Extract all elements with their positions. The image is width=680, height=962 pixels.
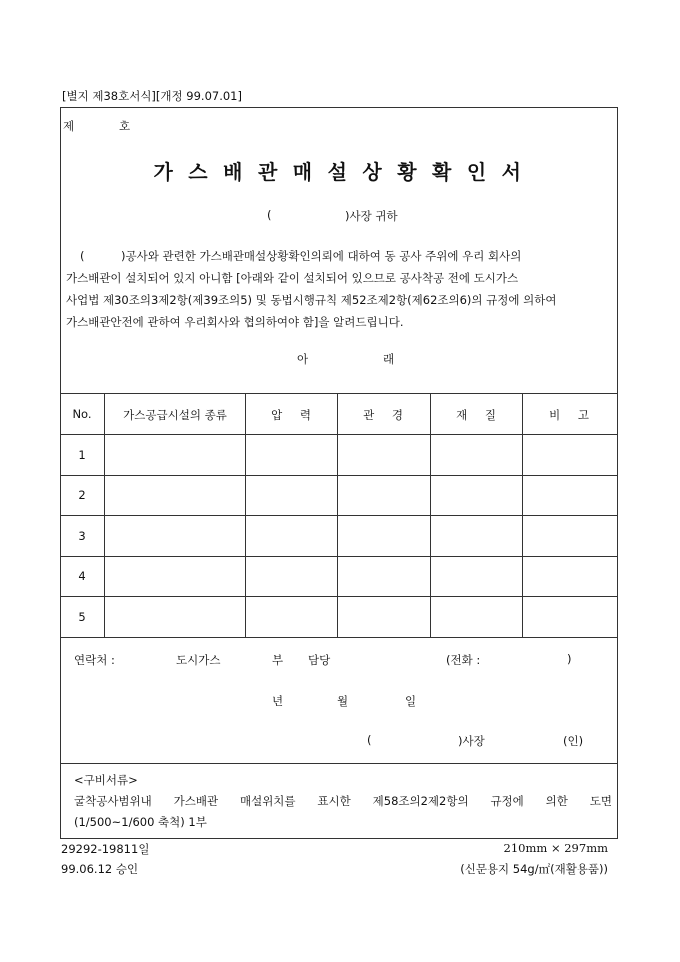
table-col-line xyxy=(104,393,105,637)
table-bottom-line xyxy=(60,637,618,638)
form-border xyxy=(60,107,618,839)
date-day: 일 xyxy=(405,694,417,708)
body-text xyxy=(66,245,612,333)
table-line xyxy=(60,434,618,435)
date-year: 년 xyxy=(272,694,284,708)
signature-label: )사장 xyxy=(458,734,485,748)
date-month: 월 xyxy=(337,694,349,708)
body-line: 가스배관안전에 관하여 우리회사와 협의하여야 함]을 알려드립니다. xyxy=(66,315,404,329)
contact-company: 도시가스 xyxy=(176,653,221,667)
contact-label: 연락처 : xyxy=(74,653,115,667)
header-material: 재 질 xyxy=(456,408,496,422)
documents-heading: <구비서류> xyxy=(74,773,138,787)
footer-paper: (신문용지 54g/㎡(재활용품)) xyxy=(460,862,608,876)
documents-word: 표시한 xyxy=(317,794,351,808)
below-rae: 래 xyxy=(383,352,395,366)
table-line xyxy=(60,475,618,476)
row-number: 2 xyxy=(78,488,86,502)
signature-seal: (인) xyxy=(563,734,584,748)
footer-code: 29292-19811일 xyxy=(61,842,150,856)
table-col-line xyxy=(337,393,338,637)
contact-phone-open: (전화 : xyxy=(446,653,481,667)
addressee-label: )사장 귀하 xyxy=(345,209,398,223)
table-col-line xyxy=(245,393,246,637)
table-line xyxy=(60,596,618,597)
footer-approval: 99.06.12 승인 xyxy=(61,862,139,876)
contact-dept: 부 xyxy=(272,653,284,667)
section-divider xyxy=(60,763,618,764)
number-je: 제 xyxy=(63,119,75,133)
row-number: 3 xyxy=(78,529,86,543)
form-id: [별지 제38호서식][개정 99.07.01] xyxy=(62,89,242,103)
documents-word: 의한 xyxy=(545,794,568,808)
page-title: 가스배관매설상황확인서 xyxy=(153,160,537,184)
table-top-line xyxy=(60,393,618,394)
documents-word: 굴착공사범위내 xyxy=(74,794,152,808)
documents-line1 xyxy=(74,793,612,809)
addressee-open: ( xyxy=(267,208,272,222)
table-col-line xyxy=(522,393,523,637)
header-remarks: 비 고 xyxy=(549,408,589,422)
row-number: 1 xyxy=(78,448,86,462)
row-number: 4 xyxy=(78,569,86,583)
number-ho: 호 xyxy=(119,119,131,133)
table-line xyxy=(60,556,618,557)
header-diameter: 관 경 xyxy=(363,408,403,422)
row-number: 5 xyxy=(78,610,86,624)
table-line xyxy=(60,515,618,516)
documents-word: 가스배관 xyxy=(173,794,219,808)
footer-size: 210mm × 297mm xyxy=(503,841,608,855)
below-a: 아 xyxy=(297,352,309,366)
documents-line2: (1/500~1/600 축척) 1부 xyxy=(74,815,207,829)
documents-word: 제58조의2제2항의 xyxy=(372,794,469,808)
table-col-line xyxy=(430,393,431,637)
documents-word: 규정에 xyxy=(490,794,524,808)
header-no: No. xyxy=(72,407,92,421)
body-line: 가스배관이 설치되어 있지 아니함 [아래와 같이 설치되어 있으므로 공사착공 전에 도시가스 xyxy=(66,271,519,285)
body-line: ( )공사와 관련한 가스배관매설상황확인의뢰에 대하여 동 공사 주위에 우리 회사의 xyxy=(80,249,522,263)
documents-word: 도면 xyxy=(589,794,612,808)
signature-open: ( xyxy=(367,733,372,747)
header-pressure: 압 력 xyxy=(271,408,311,422)
contact-manager: 담당 xyxy=(308,653,331,667)
documents-word: 매설위치를 xyxy=(239,794,296,808)
body-line: 사업법 제30조의3제2항(제39조의5) 및 동법시행규칙 제52조제2항(제62조의6)의 규정에 의하여 xyxy=(66,293,557,307)
header-facility-type: 가스공급시설의 종류 xyxy=(123,408,227,422)
contact-phone-close: ) xyxy=(567,652,572,666)
